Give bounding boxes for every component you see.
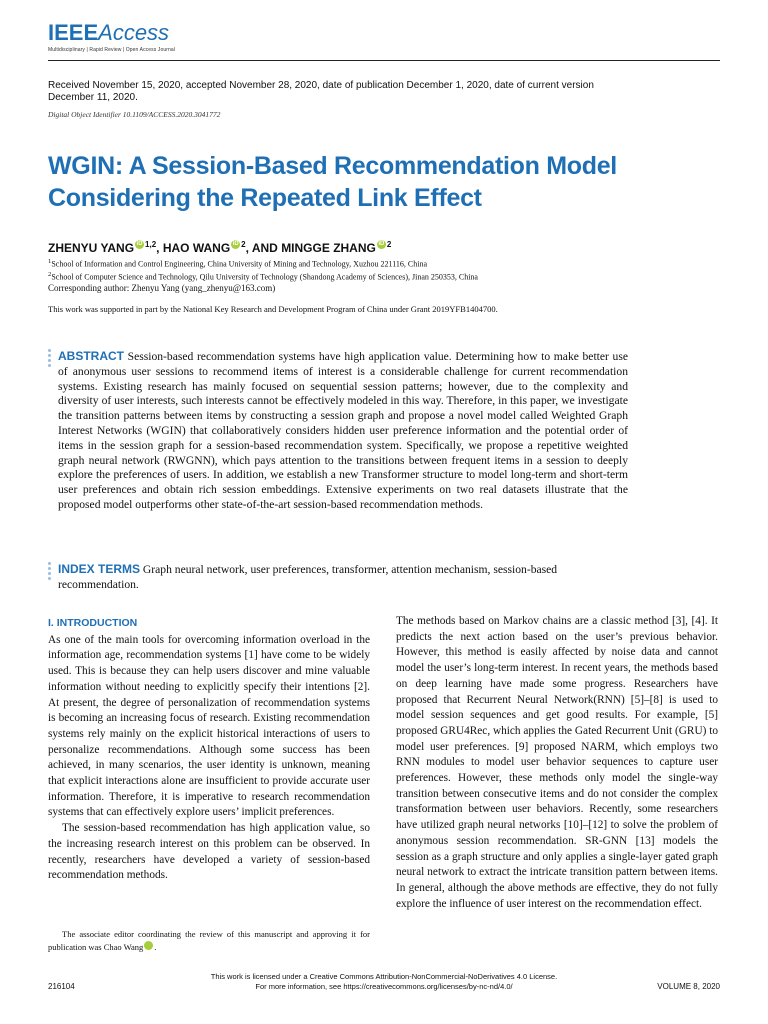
journal-logo (48, 20, 175, 53)
affiliation-item (48, 257, 478, 270)
header-rule (48, 60, 720, 61)
author-name: HAO WANG (162, 241, 231, 255)
author-affiliation-sup: 2 (386, 240, 392, 249)
corresponding-author: Corresponding author: Zhenyu Yang (yang_zhenyu@163.com) (48, 283, 276, 293)
author-list (48, 240, 391, 255)
abstract (58, 349, 628, 513)
editor-footnote-text: The associate editor coordinating the review of this manuscript and approving it for publication was Chao Wang (48, 929, 370, 952)
license-link[interactable]: For more information, see https://creativecommons.org/licenses/by-nc-nd/4.0/ (255, 982, 513, 991)
orcid-icon[interactable]: iD (144, 941, 153, 950)
affiliation-number: 2 (48, 270, 52, 278)
page-number: 216104 (48, 982, 75, 991)
author-affiliation-sup: 1,2 (145, 240, 157, 249)
affiliations (48, 257, 478, 282)
editor-footnote: The associate editor coordinating the review of this manuscript and approving it for publication was Chao Wang iD. (48, 929, 370, 952)
received-dates: Received November 15, 2020, accepted November 28, 2020, date of publication December 1, 2020, date of current version December 11, 2020. (48, 80, 594, 103)
affiliation-number: 1 (48, 258, 52, 265)
orcid-icon[interactable]: iD (136, 241, 143, 247)
abstract-heading: ABSTRACT (58, 349, 124, 363)
journal-tagline: Multidisciplinary | Rapid Review | Open Access Journal (48, 47, 175, 53)
body-paragraph: The methods based on Markov chains are a classic method [3], [4]. It predicts the next action based on the user’s previous behavior. However, this method is easily affected by noise data and cannot model the user’s long-term interest. In recent years, the methods based on deep learning have made some progress. Researchers have proposed that Recurrent Neural Network(RNN) [5]–[8] is used to model session sequences and get good results. For example, [5] proposed GRU4Rec, which applies the Gated Recurrent Unit (GRU) to model user preferences. [9] proposed NARM, which employs two RNN modules to model user behavior sequences to capture user preferences. However, these methods only model the single-way transition between consecutive items and do not consider the complex transformation between user behaviors. Recently, some researchers have utilized graph neural networks [10]–[12] to solve the problem of anonymous session recommendation. SR-GNN [13] models the session as a graph structure and only applies a single-layer gated graph neural network to extract the intricate transition pattern between items. In general, although the above methods are effective, they do not fully explore the influence of user interest on the recommendation effect. (396, 615, 718, 910)
body-paragraph: The session-based recommendation has high application value, so the increasing research interest on this problem can be observed. In recently, researchers have developed a variety of session-based recommendation methods. (48, 822, 370, 882)
author-name: MINGGE ZHANG (281, 241, 376, 255)
journal-brand-bold: IEEE (48, 20, 99, 45)
funding-note: This work was supported in part by the National Key Research and Development Program of China under Grant 2019YFB1404700. (48, 304, 498, 314)
journal-brand-italic: Access (98, 20, 170, 45)
affiliation-item (48, 270, 478, 283)
author-name: ZHENYU YANG (48, 241, 135, 255)
volume-label: VOLUME 8, 2020 (657, 982, 720, 991)
index-terms (58, 562, 628, 593)
index-terms-heading: INDEX TERMS (58, 562, 141, 576)
license-line: This work is licensed under a Creative Commons Attribution-NonCommercial-NoDerivatives 4.0 License. (210, 972, 558, 981)
index-terms-text: Graph neural network, user preferences, transformer, attention mechanism, session-based recommendation. (58, 563, 558, 591)
abstract-text: Session-based recommendation systems have high application value. Determining how to make better use of anonymous user sessions to recommend items of interest is a considerable challenge for current recommendation systems. Existing research has mainly focused on sequential session patterns; however, due to the complexity and diversity of user interests, such interests cannot be effectively modeled in this way. Therefore, in this paper, we investigate the transition patterns between items by constructing a session graph and propose a novel model called Weighted Graph Interest Networks (WGIN) that collaboratively considers hidden user preference information and the potential order of items in the session graph for a session-based recommendation system. Specifically, we propose a repetitive weighted graph neural network (RWGNN), which pays attention to the transitions between frequent items in a session to deeply explore the preferences of users. In addition, we establish a new Transformer structure to model long-term and short-term user preferences and obtain rich session embeddings. Extensive experiments on two real datasets illustrate that the proposed model outperforms other state-of-the-art session-based recommendation methods. (58, 350, 628, 511)
orcid-icon[interactable]: iD (232, 241, 239, 247)
abstract-marker (48, 349, 51, 369)
author-separator: , AND (245, 241, 282, 255)
section-heading-introduction: I. INTRODUCTION (48, 617, 138, 629)
left-column (48, 616, 370, 884)
paper-title: WGIN: A Session-Based Recommendation Model Considering the Repeated Link Effect (48, 152, 617, 212)
right-column (396, 614, 718, 912)
doi[interactable]: Digital Object Identifier 10.1109/ACCESS.2020.3041772 (48, 110, 221, 119)
author-affiliation-sup: 2 (241, 240, 246, 249)
author-separator: , (156, 241, 163, 255)
affiliation-text: School of Information and Control Engineering, China University of Mining and Technology, Xuzhou 221116, China (51, 259, 428, 269)
body-paragraph: As one of the main tools for overcoming information overload in the information age, recommendation systems [1] have come to be widely used. This is because they can help users discover and mine valuable information without needing to explicitly specify their intentions [2]. At present, the degree of personalization of recommendation systems is becoming an increasing focus of research. Existing recommendation systems rely mainly on the explicit historical interactions of users to personalize recommendations. Although some success has been achieved, in many scenarios, the user identity is unknown, meaning that explicit interactions alone are insufficient to provide accurate user information. Therefore, it is imperative to research recommendation systems that can effectively explore users’ implicit preferences. (48, 633, 370, 819)
affiliation-text: School of Computer Science and Technology, Qilu University of Technology (Shandong Academy of Sciences), Jinan 250353, China (51, 272, 478, 282)
orcid-icon[interactable]: iD (378, 241, 385, 247)
index-terms-marker (48, 562, 51, 582)
license-notice (0, 972, 768, 992)
